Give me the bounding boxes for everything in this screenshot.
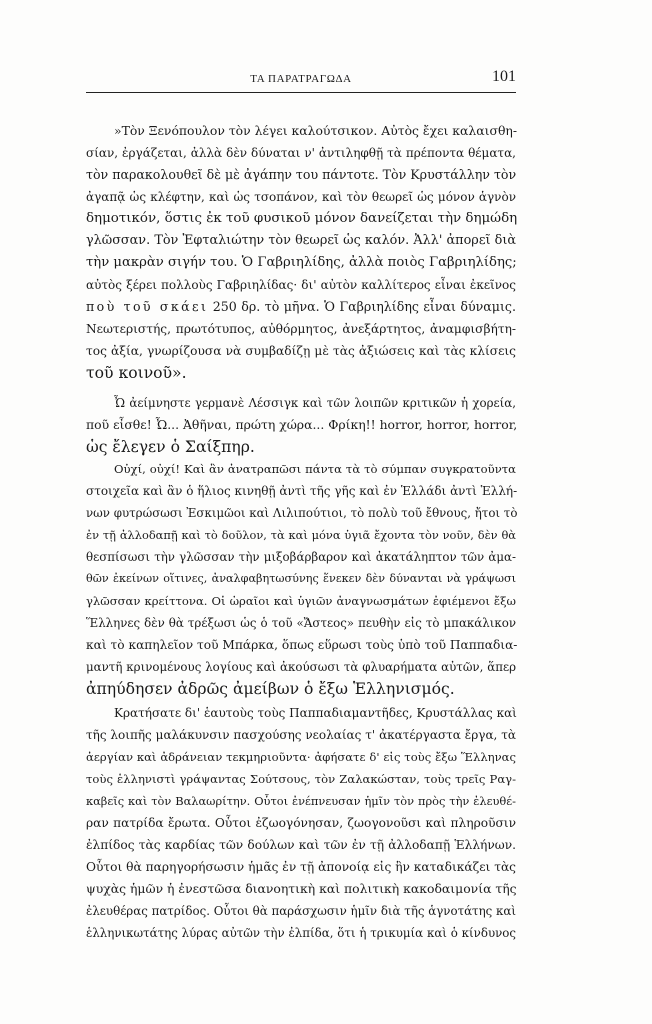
- text-line: τος ἀξία, γνωρίζουσα νὰ συμβαδίζῃ μὲ τὰς ἀξιώσεις καὶ τὰς κλίσεις: [86, 344, 516, 358]
- text-line: Οὐχί, οὐχί! Καὶ ἂν ἀνατραπῶσι πάντα τὰ τὸ σύμπαν συγκρατοῦντα: [114, 462, 516, 476]
- page-number: 101: [492, 68, 516, 85]
- text-line: Κρατήσατε δι' ἑαυτοὺς τοὺς Παππαδιαμαντῆδες, Κρυστάλλας καὶ: [114, 706, 517, 720]
- text-line: ψυχὰς ἡμῶν ἡ ἐνεστῶσα διανοητικὴ καὶ πολιτικὴ κακοδαιμονία τῆς: [86, 881, 517, 896]
- text-line: αὐτὸς ξέρει πολλοὺς Γαβριηλίδας· δι' αὐτὸν καλλίτερος εἶναι ἐκεῖνος: [86, 278, 516, 292]
- text-line: ἀπηύδησεν ἀδρῶς ἀμείβων ὁ ἔξω Ἑλληνισμός.: [86, 680, 455, 698]
- text-line: Ἕλληνες δὲν θὰ τρέξωσι ὡς ὁ τοῦ «Ἄστεος» πευθὴν εἰς τὸ μπακάλικον: [86, 616, 516, 630]
- header-rule: [86, 92, 516, 93]
- text-line: γλῶσσαν κρείττονα. Οἱ ὡραῖοι καὶ ὑγιῶν ἀναγνωσμάτων ἐφιέμενοι ἔξω: [86, 594, 516, 608]
- text-line: τοὺς ἑλληνιστὶ γράψαντας Σούτσους, τὸν Ζαλακώσταν, τοὺς τρεῖς Ραγ-: [86, 772, 516, 786]
- text-line: καὶ τὸ καπηλεῖον τοῦ Μπάρκα, ὅπως εὕρωσι τοὺς ὑπὸ τοῦ Παππαδια-: [86, 638, 518, 652]
- text-line: μαντῆ κρινομένους λογίους καὶ ἀκούσωσι τὰ φλυαρήματα αὐτῶν, ἅπερ: [86, 660, 516, 674]
- text-line: ποῦ εἶσθε! Ὦ... Ἀθῆναι, πρώτη χώρα... Φρίκη!! horror, horror, horror,: [86, 417, 518, 432]
- text-line: δημοτικόν, ὅστις ἐκ τοῦ φυσικοῦ μόνον δανείζεται τὴν δημώδη: [86, 211, 518, 226]
- text-line: τὴν μακρὰν σιγήν του. Ὁ Γαβριηλίδης, ἀλλὰ ποιὸς Γαβριηλίδης;: [86, 255, 517, 270]
- text-line: ἐν τῇ ἀλλοδαπῇ καὶ τὸ δοῦλον, τὰ καὶ μόνα ὑγιᾶ ἔχοντα τὸν νοῦν, δὲν θὰ: [86, 528, 516, 542]
- running-title: ΤΑ ΠΑΡΑΤΡΑΓΩΔΑ: [250, 73, 352, 85]
- text-line: καβεῖς καὶ τὸν Βαλαωρίτην. Οὗτοι ἐνέπνευσαν ἡμῖν τὸν πρὸς τὴν ἐλευθέ-: [86, 794, 516, 808]
- text-line: »Τὸν Ξενόπουλον τὸν λέγει καλούτσικον. Αὐτὸς ἔχει καλαισθη-: [114, 123, 518, 138]
- text-line: νων φυτρώσωσι Ἐσκιμῶοι καὶ Λιλιπούτιοι, τὸ πολὺ τοῦ ἔθνους, ἤτοι τὸ: [86, 506, 518, 520]
- running-head: [86, 68, 516, 88]
- text-line: ὡς ἔλεγεν ὁ Σαίξπηρ.: [86, 438, 255, 456]
- spaced-emphasis: ποὺ τοῦ σκάει: [86, 299, 209, 314]
- text-line: ἀεργίαν καὶ ἀδράνειαν τεκμηριοῦντα· ἀφήσατε δ' εἰς τοὺς ἔξω Ἕλληνας: [86, 750, 516, 764]
- text-line: θεσπίσωσι τὴν γλῶσσαν τὴν μιξοβάρβαρον καὶ ἀκατάληπτον τῶν ἀμα-: [86, 550, 516, 564]
- text-line: ἐλπίδος τὰς καρδίας τῶν δούλων καὶ τῶν ἐν τῇ ἀλλοδαπῇ Ἑλλήνων.: [86, 838, 516, 852]
- text-line: τὸν παρακολουθεῖ δὲ μὲ ἀγάπην του πάντοτε. Τὸν Κρυστάλλην τὸν: [86, 167, 517, 182]
- text-line: Νεωτεριστής, πρωτότυπος, αὐθόρμητος, ἀνεξάρτητος, ἀναμφισβήτη-: [86, 322, 516, 336]
- text-line: Ὦ ἀείμνηστε γερμανὲ Λέσσιγκ καὶ τῶν λοιπῶν κριτικῶν ἡ χορεία,: [114, 396, 516, 410]
- text-line: στοιχεῖα καὶ ἂν ὁ ἥλιος κινηθῇ ἀντὶ τῆς γῆς καὶ ἐν Ἑλλάδι ἀντὶ Ἑλλή-: [86, 484, 518, 498]
- text-line: ἐλευθέρας πατρίδος. Οὗτοι θὰ παράσχωσιν ἡμῖν διὰ τῆς ἁγνοτάτης καὶ: [86, 904, 516, 918]
- text-line: τῆς λοιπῆς μαλάκυνσιν πασχούσης νεολαίας τ' ἀκατέργαστα ἔργα, τὰ: [86, 728, 516, 742]
- text-line: ἀγαπᾷ ὡς κλέφτην, καὶ ὡς τσοπάνον, καὶ τὸν θεωρεῖ ὡς μόνον ἁγνὸν: [86, 190, 516, 204]
- text-line: σίαν, ἐργάζεται, ἀλλὰ δὲν δύναται ν' ἀντιληφθῇ τὰ πρέποντα θέματα,: [86, 146, 516, 160]
- text-line: Οὗτοι θὰ παρηγορήσωσιν ἡμᾶς ἐν τῇ ἀπονοίᾳ εἰς ἣν καταδικάζει τὰς: [86, 860, 516, 874]
- text-line: ἑλληνικωτάτης λύρας αὐτῶν τὴν ἐλπίδα, ὅτι ἡ τρικυμία καὶ ὁ κίνδυνος: [86, 926, 516, 940]
- text-line: [86, 297, 516, 319]
- text-line: γλῶσσαν. Τὸν Ἐφταλιώτην τὸν θεωρεῖ ὡς καλόν. Ἀλλ' ἀπορεῖ διὰ: [86, 233, 516, 248]
- text-line: ραν πατρίδα ἔρωτα. Οὗτοι ἐζωογόνησαν, ζωογονοῦσι καὶ πληροῦσιν: [86, 816, 516, 830]
- text-line: θῶν ἐκείνων οἵτινες, ἀναλφαβητωσύνης ἕνεκεν δὲν δύνανται νὰ γράψωσι: [86, 572, 516, 585]
- text-line: τοῦ κοινοῦ».: [86, 364, 187, 382]
- text-span: 250 δρ. τὸ μῆνα. Ὁ Γαβριηλίδης εἶναι δύναμις.: [208, 299, 516, 314]
